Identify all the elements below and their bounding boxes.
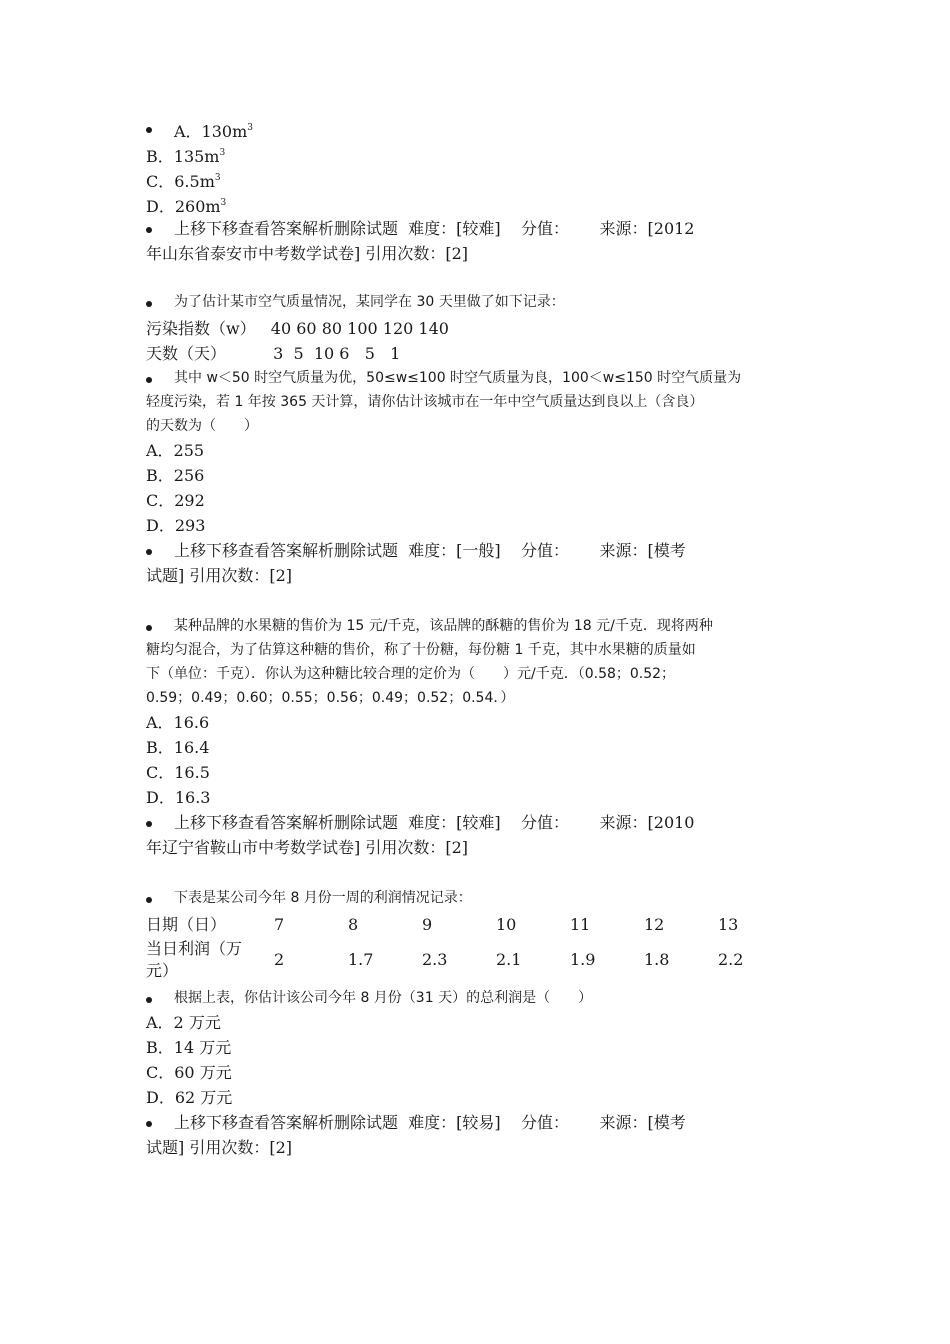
q1-option-b: B．$135m^3$ <box>146 147 226 166</box>
q2-meta-line2: 试题] 引用次数：[2] <box>146 566 292 585</box>
q4-option-c: C．60 万元 <box>146 1063 232 1082</box>
q4-table-cell: 2.3 <box>422 950 448 969</box>
q2-option-d: D．293 <box>146 516 206 535</box>
q4-table-cell: 11 <box>570 915 591 934</box>
q2-stem: 为了估计某市空气质量情况，某同学在 30 天里做了如下记录： <box>146 290 816 316</box>
q2-text <box>146 366 816 390</box>
q4-stem: 下表是某公司今年 8 月份一周的利润情况记录： <box>146 886 816 910</box>
q4-table-cell: 2.1 <box>496 950 522 969</box>
q3-text-l1: 某种品牌的水果糖的售价为 15 元/千克，该品牌的酥糖的售价为 18 元/千克．现将两种 <box>174 618 713 634</box>
q3-meta <box>146 810 816 835</box>
q2-row2-values: 3 5 10 6 5 1 <box>273 344 401 363</box>
q2-meta <box>146 538 816 563</box>
q4-table-row2-label-b: 元） <box>146 961 179 980</box>
q3-text-l4: 0.59；0.49；0.60；0.55；0.56；0.49；0.52；0.54．） <box>146 690 515 706</box>
q3-option-a: A．16.6 <box>146 713 210 732</box>
q4-meta-line2: 试题] 引用次数：[2] <box>146 1138 292 1157</box>
q2-meta-line1: 上移下移查看答案解析删除试题 难度：[一般] 分值： 来源：[模考 <box>174 541 686 560</box>
q3-option-c: C．16.5 <box>146 763 210 782</box>
document-page <box>146 116 816 1160</box>
q4-table-cell: 13 <box>718 915 739 934</box>
q2-option-b: B．256 <box>146 466 205 485</box>
q3-text <box>146 614 816 638</box>
q2-text-l1: 其中 w＜50 时空气质量为优，50≤w≤100 时空气质量为良，100＜w≤150 时空气质量为 <box>174 370 742 386</box>
q1-meta <box>146 216 816 241</box>
q1-meta-line2: 年山东省泰安市中考数学试卷] 引用次数：[2] <box>146 244 468 263</box>
q3-meta-line2: 年辽宁省鞍山市中考数学试卷] 引用次数：[2] <box>146 838 468 857</box>
q4-table-cell: 1.7 <box>348 950 374 969</box>
q1-option-c: C．$6.5m^3$ <box>146 172 221 191</box>
q3-meta-line1: 上移下移查看答案解析删除试题 难度：[较难] 分值： 来源：[2010 <box>174 813 695 832</box>
q2-row1 <box>146 316 816 341</box>
q4-table-row2-label-a: 当日利润（万 <box>146 939 243 958</box>
q2-row1-values: 40 60 80 100 120 140 <box>270 319 449 338</box>
q3-option-d: D．16.3 <box>146 788 211 807</box>
q4-table <box>146 912 816 982</box>
q4-table-cell: 1.8 <box>644 950 670 969</box>
q4-table-row1-label: 日期（日） <box>146 915 227 934</box>
q4-table-cell: 9 <box>422 915 433 934</box>
q2-row1-label: 污染指数（w） <box>146 319 256 338</box>
q4-option-d: D．62 万元 <box>146 1088 233 1107</box>
q2-row2 <box>146 341 816 366</box>
q4-table-cell: 2 <box>274 950 285 969</box>
q3-text-l3: 下（单位：千克）．你认为这种糖比较合理的定价为（ ）元/千克．（0.58；0.52； <box>146 666 676 682</box>
q3-text-l2: 糖均匀混合，为了估算这种糖的售价，称了十份糖，每份糖 1 千克，其中水果糖的质量如 <box>146 642 696 658</box>
q4-text: 根据上表，你估计该公司今年 8 月份（31 天）的总利润是（ ） <box>146 986 816 1010</box>
q4-table-cell: 2.2 <box>718 950 744 969</box>
q4-table-cell: 8 <box>348 915 359 934</box>
q4-meta-line1: 上移下移查看答案解析删除试题 难度：[较易] 分值： 来源：[模考 <box>174 1113 686 1132</box>
q2-row2-label: 天数（天） <box>146 344 227 363</box>
q4-table-row2-label <box>146 938 274 982</box>
q2-text-l3: 的天数为（ ） <box>146 418 258 434</box>
q4-meta <box>146 1110 816 1135</box>
q1-meta-line1: 上移下移查看答案解析删除试题 难度：[较难] 分值： 来源：[2012 <box>174 219 695 238</box>
q4-table-cell: 12 <box>644 915 665 934</box>
q4-table-cell: 10 <box>496 915 517 934</box>
q1-option-a: A．$130m^3$ <box>146 116 816 141</box>
q4-table-cell: 7 <box>274 915 285 934</box>
q2-option-a: A．255 <box>146 441 205 460</box>
q2-option-c: C．292 <box>146 491 205 510</box>
q3-option-b: B．16.4 <box>146 738 210 757</box>
q4-option-a: A．2 万元 <box>146 1013 221 1032</box>
q4-option-b: B．14 万元 <box>146 1038 232 1057</box>
q2-text-l2: 轻度污染，若 1 年按 365 天计算，请你估计该城市在一年中空气质量达到良以上（含良） <box>146 394 704 410</box>
q1-option-d: D．$260m^3$ <box>146 197 227 216</box>
q4-table-cell: 1.9 <box>570 950 596 969</box>
